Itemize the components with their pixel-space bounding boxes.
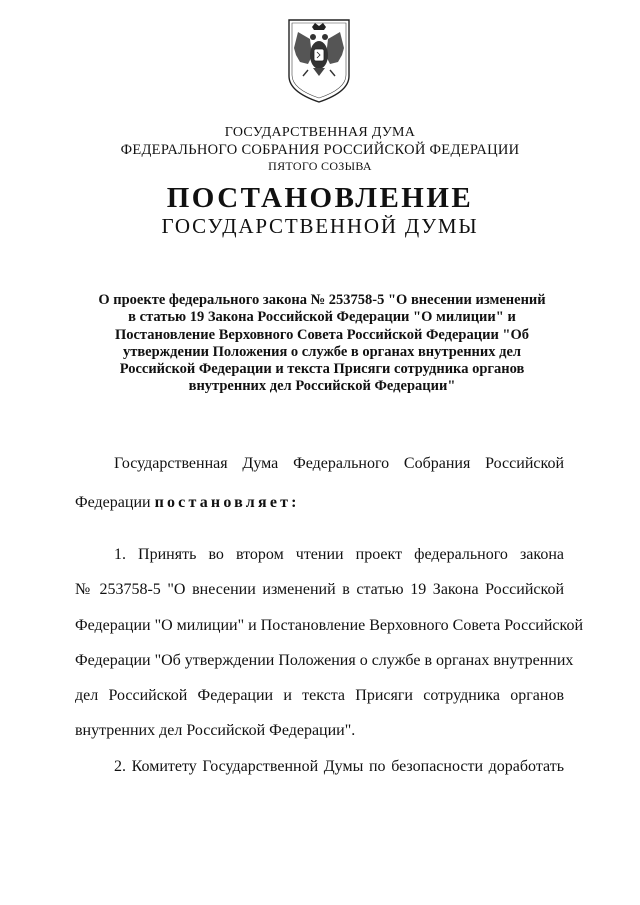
org-line-1: ГОСУДАРСТВЕННАЯ ДУМА — [224, 125, 416, 140]
subject-line: внутренних дел Российской Федерации" — [188, 378, 456, 395]
coat-of-arms-icon — [286, 18, 352, 104]
item-1-line: Федерации "О милиции" и Постановление Верховного Совета Российской — [75, 617, 584, 634]
subject-heading — [80, 292, 564, 396]
preamble-prefix: Федерации — [75, 494, 155, 511]
org-line-2: ФЕДЕРАЛЬНОГО СОБРАНИЯ РОССИЙСКОЙ ФЕДЕРАЦИИ — [120, 142, 520, 158]
decree-word: постановляет: — [154, 494, 300, 511]
preamble-line: Государственная Дума Федерального Собрания Российской — [114, 455, 564, 472]
subject-line: утверждении Положения о службе в органах внутренних дел — [122, 343, 522, 360]
subject-line: Российской Федерации и текста Присяги сотрудника органов — [119, 361, 525, 378]
subject-line: Постановление Верховного Совета Российской Федерации "Об — [114, 326, 530, 343]
document-subtitle: ГОСУДАРСТВЕННОЙ ДУМЫ — [161, 214, 479, 238]
item-2-line: 2. Комитету Государственной Думы по безопасности доработать — [114, 758, 564, 775]
subject-line: О проекте федерального закона № 253758-5 "О внесении изменений — [98, 292, 546, 308]
item-1-line: 1. Принять во втором чтении проект федерального закона — [114, 546, 564, 563]
item-1-line: № 253758-5 "О внесении изменений в статью 19 Закона Российской — [75, 581, 564, 598]
document-title: ПОСТАНОВЛЕНИЕ — [166, 182, 474, 214]
item-1-line: дел Российской Федерации и текста Присяги сотрудника органов — [75, 687, 564, 704]
subject-line: в статью 19 Закона Российской Федерации "О милиции" и — [128, 309, 516, 326]
org-line-3: ПЯТОГО СОЗЫВА — [268, 159, 372, 173]
item-1-line: Федерации "Об утверждении Положения о службе в органах внутренних — [75, 652, 574, 669]
preamble-line — [75, 494, 564, 512]
item-1-line: внутренних дел Российской Федерации". — [75, 722, 356, 739]
